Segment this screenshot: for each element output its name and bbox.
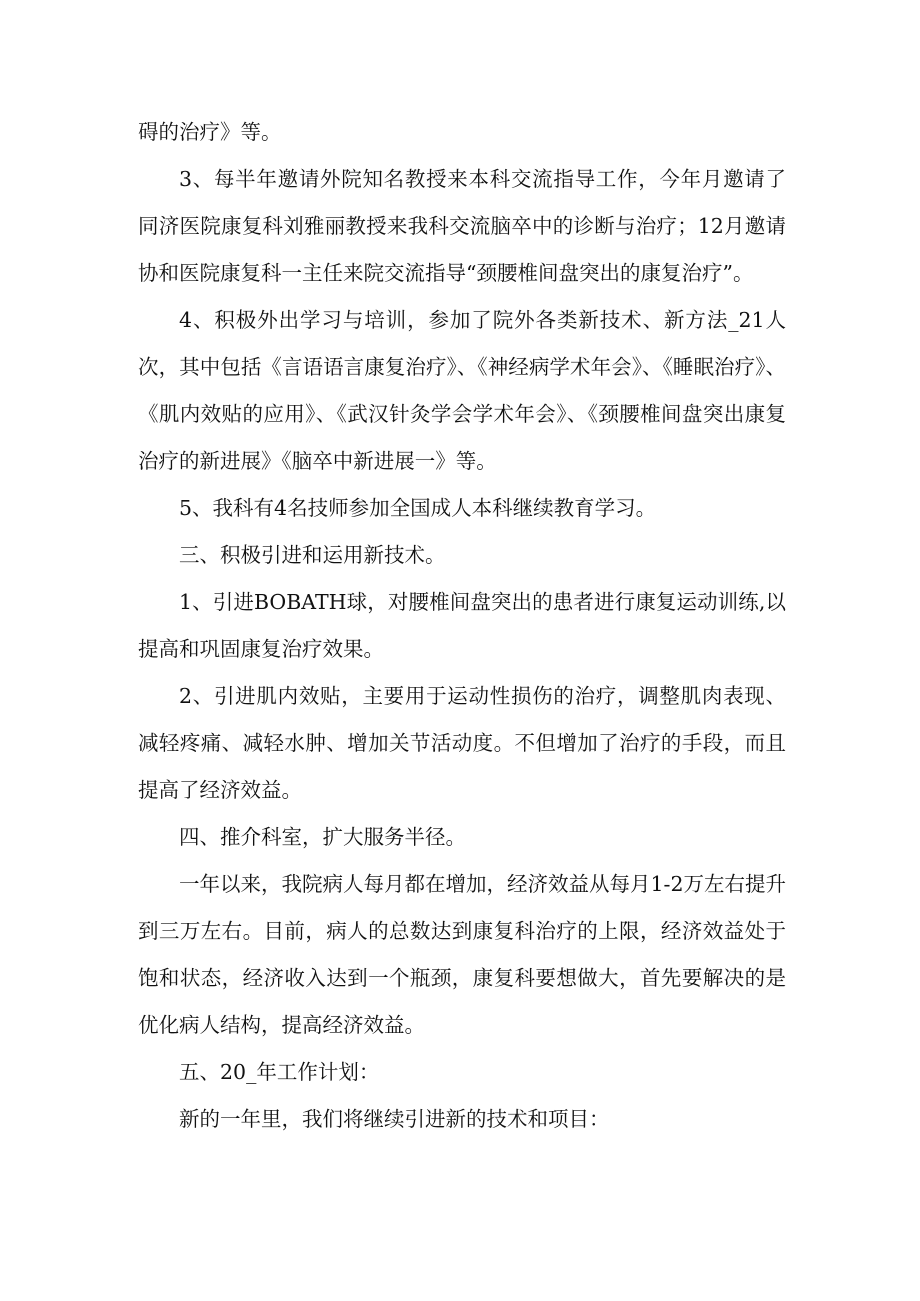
paragraph-continuation: 碍的治疗》等。	[138, 120, 282, 144]
paragraph-item-1: 1、引进BOBATH球，对腰椎间盘突出的患者进行康复运动训练,以提高和巩固康复治疗效果。	[138, 590, 786, 661]
paragraph-plan-intro: 新的一年里，我们将继续引进新的技术和项目：	[179, 1107, 610, 1131]
section-heading-5: 五、20_年工作计划：	[179, 1060, 380, 1084]
paragraph-item-2: 2、引进肌内效贴，主要用于运动性损伤的治疗，调整肌肉表现、减轻疼痛、减轻水肿、增加关节活动度。不但增加了治疗的手段，而且提高了经济效益。	[138, 684, 786, 802]
paragraph-item-5: 5、我科有4名技师参加全国成人本科继续教育学习。	[179, 496, 657, 520]
section-heading-3: 三、积极引进和运用新技术。	[179, 543, 446, 567]
section-heading-4: 四、推介科室，扩大服务半径。	[179, 825, 466, 849]
paragraph-item-3: 3、每半年邀请外院知名教授来本科交流指导工作，今年月邀请了同济医院康复科刘雅丽教授来我科交流脑卒中的诊断与治疗；12月邀请协和医院康复科一主任来院交流指导“颈腰椎间盘突出的康复治疗”。	[138, 167, 786, 285]
paragraph-item-4: 4、积极外出学习与培训，参加了院外各类新技术、新方法_21人次，其中包括《言语语言康复治疗》、《神经病学术年会》、《睡眠治疗》、《肌内效贴的应用》、《武汉针灸学会学术年会》、《颈腰椎间盘突出康复治疗的新进展》《脑卒中新进展一》等。	[138, 308, 786, 473]
document-body	[138, 109, 786, 1143]
paragraph-summary: 一年以来，我院病人每月都在增加，经济效益从每月1-2万左右提升到三万左右。目前，病人的总数达到康复科治疗的上限，经济效益处于饱和状态，经济收入达到一个瓶颈，康复科要想做大，首先要解决的是优化病人结构，提高经济效益。	[138, 872, 787, 1037]
